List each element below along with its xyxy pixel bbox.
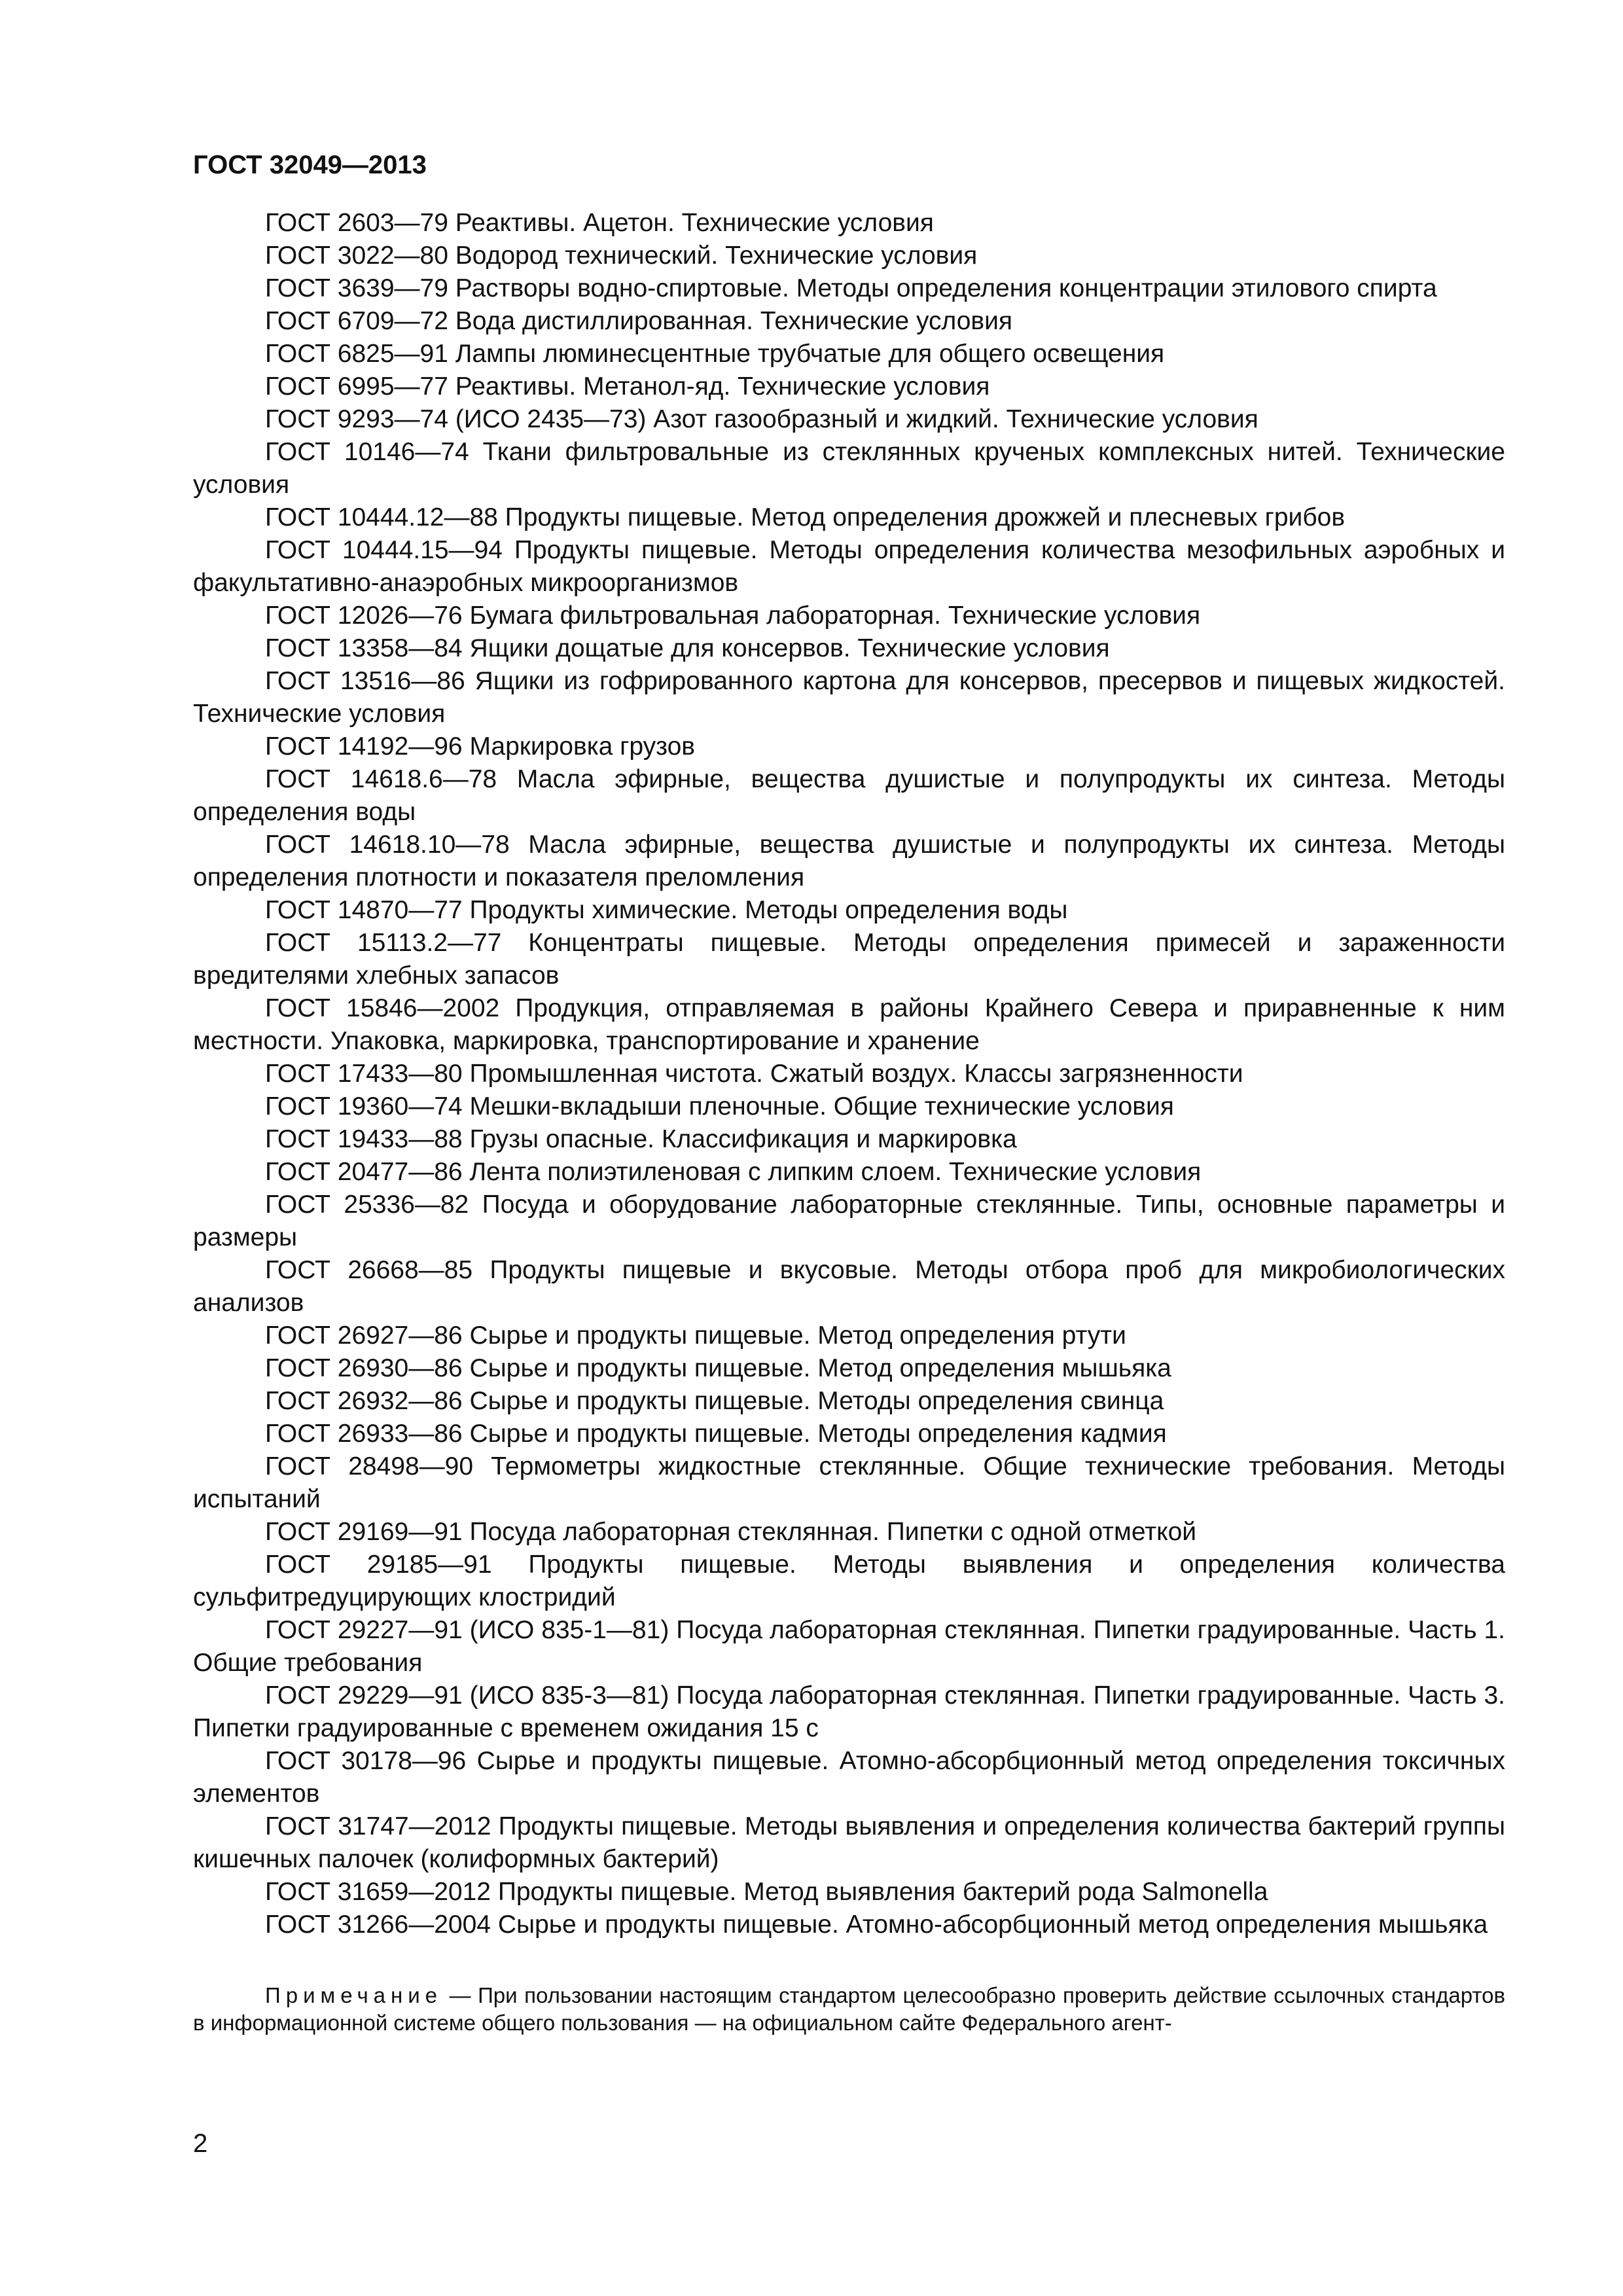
reference-item: ГОСТ 25336—82 Посуда и оборудование лабораторные стеклянные. Типы, основные параметры и размеры [193,1191,1505,1251]
reference-item: ГОСТ 26668—85 Продукты пищевые и вкусовые. Методы отбора проб для микробиологических анализов [193,1256,1505,1317]
reference-item: ГОСТ 3639—79 Растворы водно-спиртовые. Методы определения концентрации этилового спирта [265,274,1437,302]
reference-item: ГОСТ 9293—74 (ИСО 2435—73) Азот газообразный и жидкий. Технические условия [265,405,1258,433]
note-text: — При пользовании настоящим стандартом целесообразно проверить действие ссылочных стандартов в информационной системе общего пользования — на официальном сайте Федерального агент- [193,1983,1505,2035]
reference-item: ГОСТ 15846—2002 Продукция, отправляемая в районы Крайнего Севера и приравненные к ним местности. Упаковка, маркировка, транспортирование и хранение [193,994,1505,1055]
reference-item: ГОСТ 29227—91 (ИСО 835-1—81) Посуда лабораторная стеклянная. Пипетки градуированные. Часть 1. Общие требования [193,1616,1505,1677]
reference-item: ГОСТ 20477—86 Лента полиэтиленовая с липким слоем. Технические условия [265,1158,1202,1186]
reference-item: ГОСТ 30178—96 Сырье и продукты пищевые. Атомно-абсорбционный метод определения токсичных элементов [193,1747,1505,1808]
reference-item: ГОСТ 12026—76 Бумага фильтровальная лабораторная. Технические условия [265,601,1201,630]
reference-item: ГОСТ 26932—86 Сырье и продукты пищевые. Методы определения свинца [265,1387,1164,1415]
reference-item: ГОСТ 3022—80 Водород технический. Технические условия [265,242,978,270]
reference-item: ГОСТ 28498—90 Термометры жидкостные стеклянные. Общие технические требования. Методы испытаний [193,1452,1505,1513]
reference-item: ГОСТ 6995—77 Реактивы. Метанол-яд. Технические условия [265,372,990,401]
reference-item: ГОСТ 19360—74 Мешки-вкладыши пленочные. Общие технические условия [265,1092,1174,1121]
reference-item: ГОСТ 10444.12—88 Продукты пищевые. Метод определения дрожжей и плесневых грибов [265,503,1346,531]
reference-item: ГОСТ 29169—91 Посуда лабораторная стеклянная. Пипетки с одной отметкой [265,1518,1197,1546]
reference-item: ГОСТ 14192—96 Маркировка грузов [265,732,695,761]
reference-item: ГОСТ 13516—86 Ящики из гофрированного картона для консервов, пресервов и пищевых жидкостей. Технические условия [193,667,1505,728]
reference-item: ГОСТ 6825—91 Лампы люминесцентные трубчатые для общего освещения [265,340,1165,368]
reference-item: ГОСТ 29185—91 Продукты пищевые. Методы выявления и определения количества сульфитредуцирующих клостридий [193,1551,1505,1611]
reference-item: ГОСТ 14618.10—78 Масла эфирные, вещества душистые и полупродукты их синтеза. Методы определения плотности и показателя преломления [193,831,1505,891]
reference-item: ГОСТ 14618.6—78 Масла эфирные, вещества душистые и полупродукты их синтеза. Методы определения воды [193,765,1505,826]
page-header-standard-number: ГОСТ 32049—2013 [193,151,427,179]
note-paragraph [193,1982,1505,2037]
reference-item: ГОСТ 26930—86 Сырье и продукты пищевые. Метод определения мышьяка [265,1354,1171,1382]
reference-item: ГОСТ 10146—74 Ткани фильтровальные из стеклянных крученых комплексных нитей. Технические условия [193,438,1505,499]
reference-item: ГОСТ 31659—2012 Продукты пищевые. Метод выявления бактерий рода Salmonella [265,1878,1268,1906]
reference-item: ГОСТ 29229—91 (ИСО 835-3—81) Посуда лабораторная стеклянная. Пипетки градуированные. Часть 3. Пипетки градуированные с временем ожидания 15 с [193,1681,1505,1742]
reference-item: ГОСТ 2603—79 Реактивы. Ацетон. Технические условия [265,209,934,237]
reference-item: ГОСТ 14870—77 Продукты химические. Методы определения воды [265,896,1068,924]
reference-item: ГОСТ 31747—2012 Продукты пищевые. Методы выявления и определения количества бактерий группы кишечных палочек (колиформных бактерий) [193,1812,1505,1873]
reference-item: ГОСТ 13358—84 Ящики дощатые для консервов. Технические условия [265,634,1110,662]
reference-item: ГОСТ 26927—86 Сырье и продукты пищевые. Метод определения ртути [265,1321,1126,1350]
reference-item: ГОСТ 6709—72 Вода дистиллированная. Технические условия [265,307,1013,335]
reference-item: ГОСТ 10444.15—94 Продукты пищевые. Методы определения количества мезофильных аэробных и факультативно-анаэробных микроорганизмов [193,536,1505,597]
reference-item: ГОСТ 19433—88 Грузы опасные. Классификация и маркировка [265,1125,1017,1153]
normative-references-list [193,207,1505,1941]
reference-item: ГОСТ 17433—80 Промышленная чистота. Сжатый воздух. Классы загрязненности [265,1060,1243,1088]
note-label: Примечание [265,1983,443,2007]
reference-item: ГОСТ 26933—86 Сырье и продукты пищевые. Методы определения кадмия [265,1420,1167,1448]
page-number: 2 [193,2129,208,2158]
reference-item: ГОСТ 31266—2004 Сырье и продукты пищевые. Атомно-абсорбционный метод определения мышьяка [265,1910,1488,1939]
reference-item: ГОСТ 15113.2—77 Концентраты пищевые. Методы определения примесей и зараженности вредителями хлебных запасов [193,929,1505,990]
